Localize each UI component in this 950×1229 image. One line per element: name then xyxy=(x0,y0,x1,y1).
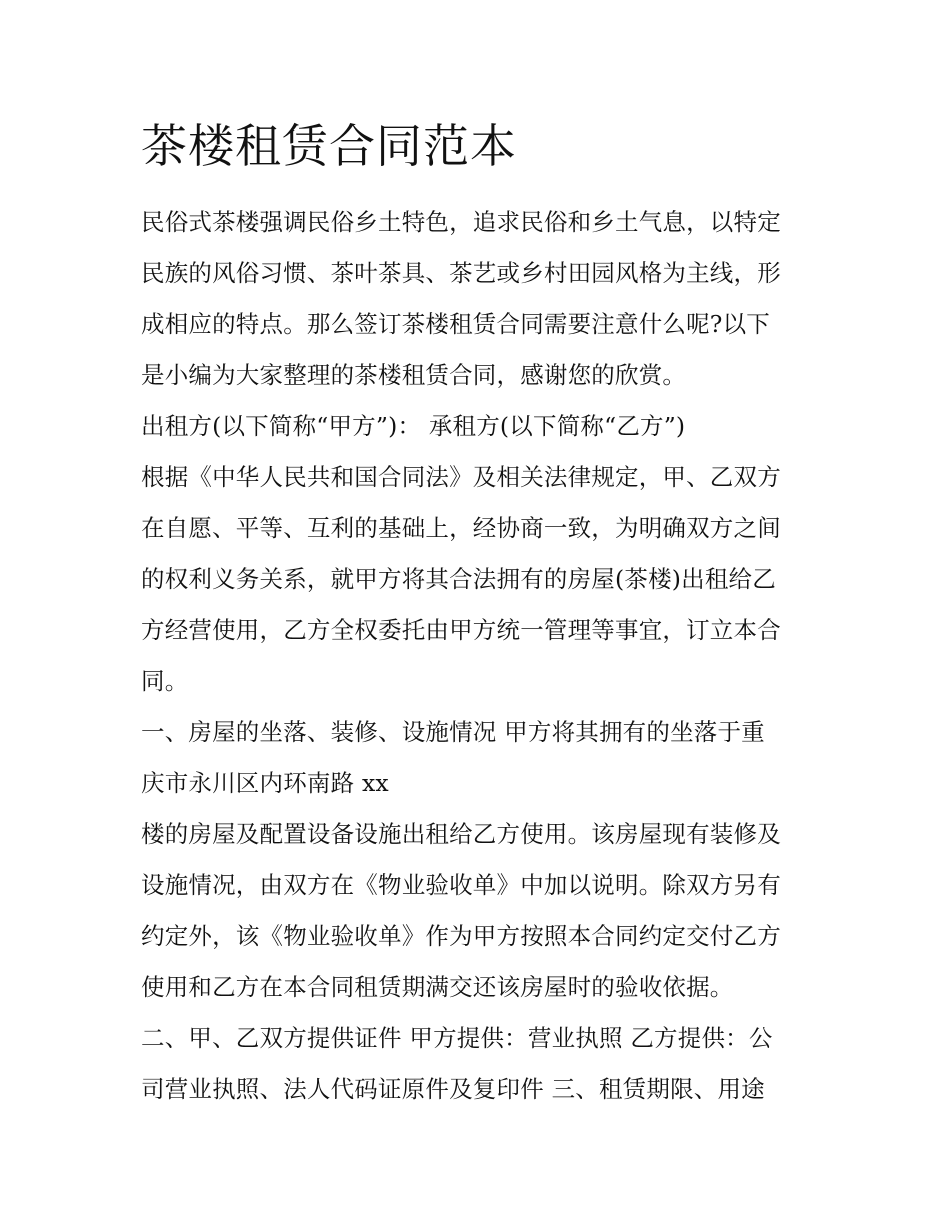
document-title: 茶楼租赁合同范本 xyxy=(141,119,517,173)
paragraph-line: 庆市永川区内环南路 xx xyxy=(141,769,389,797)
paragraph-line: 设施情况，由双方在《物业验收单》中加以说明。除双方另有 xyxy=(141,871,781,899)
paragraph-line: 民族的风俗习惯、茶叶茶具、茶艺或乡村田园风格为主线，形 xyxy=(141,259,781,287)
paragraph-line: 楼的房屋及配置设备设施出租给乙方使用。该房屋现有装修及 xyxy=(141,820,781,848)
section-heading-line: 一、房屋的坐落、装修、设施情况 甲方将其拥有的坐落于重 xyxy=(141,718,765,746)
paragraph-line: 方经营使用，乙方全权委托由甲方统一管理等事宜，订立本合 xyxy=(141,616,781,644)
paragraph-line: 同。 xyxy=(141,667,189,695)
paragraph-line: 成相应的特点。那么签订茶楼租赁合同需要注意什么呢?以下 xyxy=(141,310,770,338)
paragraph-line: 在自愿、平等、互利的基础上，经协商一致，为明确双方之间 xyxy=(141,514,781,542)
paragraph-line: 司营业执照、法人代码证原件及复印件 三、租赁期限、用途 xyxy=(141,1075,765,1103)
paragraph-line: 使用和乙方在本合同租赁期满交还该房屋时的验收依据。 xyxy=(141,973,734,1001)
section-heading-line: 二、甲、乙双方提供证件 甲方提供：营业执照 乙方提供：公 xyxy=(141,1024,773,1052)
paragraph-line: 的权利义务关系，就甲方将其合法拥有的房屋(茶楼)出租给乙 xyxy=(141,565,776,593)
paragraph-line: 根据《中华人民共和国合同法》及相关法律规定，甲、乙双方 xyxy=(141,463,781,491)
parties-line: 出租方(以下简称“甲方”)： 承租方(以下简称“乙方”) xyxy=(141,412,686,440)
paragraph-line: 是小编为大家整理的茶楼租赁合同，感谢您的欣赏。 xyxy=(141,361,687,389)
paragraph-line: 民俗式茶楼强调民俗乡土特色，追求民俗和乡土气息，以特定 xyxy=(141,208,781,236)
paragraph-line: 约定外，该《物业验收单》作为甲方按照本合同约定交付乙方 xyxy=(141,922,781,950)
